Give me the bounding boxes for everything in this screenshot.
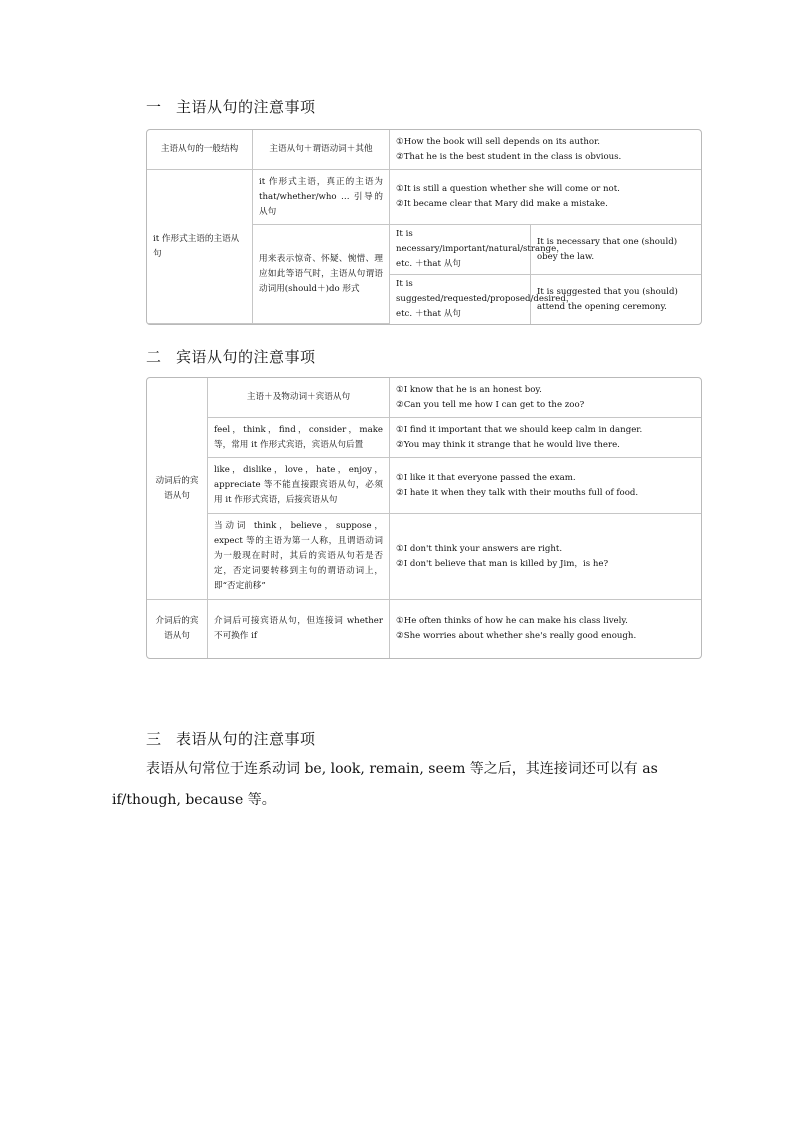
examples-cell (390, 600, 701, 658)
description-cell: like，dislike，love，hate，enjoy，appreciate 等不能直接跟宾语从句，必须用 it 作形式宾语，后接宾语从句 (208, 458, 390, 514)
description-cell: 介词后可接宾语从句，但连接词 whether 不可换作 if (208, 600, 390, 658)
section-number: 二 (146, 348, 162, 366)
example: ①How the book will sell depends on its author. (396, 136, 600, 147)
section-heading-subject-clause (146, 96, 316, 117)
paragraph-text: 表语从句常位于连系动词 be, look, remain, seem 等之后，其连接词还可以有 as if/though, because 等。 (112, 761, 658, 808)
example: ①I find it important that we should keep calm in danger. (396, 424, 643, 435)
table-row (147, 418, 701, 458)
section-heading-predicative-clause (146, 728, 316, 749)
table-row (147, 378, 701, 418)
examples-cell (390, 418, 701, 458)
row-label: 介词后的宾语从句 (147, 600, 208, 658)
description-cell: 当动词 think，believe，suppose，expect 等的主语为第一人称，且谓语动词为一般现在时时，其后的宾语从句若是否定，否定词要转移到主句的谓语动词上，即“否定前移” (208, 514, 390, 600)
example-cell: It is suggested that you (should) attend the opening ceremony. (537, 286, 678, 312)
object-clause-table (146, 377, 702, 659)
section-heading-object-clause (146, 346, 316, 367)
pattern-cell: It is necessary/important/natural/strange，etc. ＋that 从句 (390, 225, 531, 275)
row-label: 动词后的宾语从句 (147, 378, 208, 600)
example: ①I don't think your answers are right. (396, 543, 563, 554)
example: ②That he is the best student in the class is obvious. (396, 151, 622, 162)
table-row (147, 514, 701, 600)
table-row (147, 458, 701, 514)
section-number: 三 (146, 730, 162, 748)
example: ②I hate it when they talk with their mouths full of food. (396, 487, 639, 498)
example: ①I know that he is an honest boy. (396, 384, 542, 395)
examples-cell (390, 130, 701, 170)
example: ②You may think it strange that he would live there. (396, 439, 620, 450)
example: ②I don't believe that man is killed by Jim，is he? (396, 558, 609, 569)
examples-cell (390, 378, 701, 418)
example: ①He often thinks of how he can make his class lively. (396, 616, 628, 626)
row-label: 主语从句的一般结构 (147, 130, 253, 170)
structure-cell: 主语从句＋谓语动词＋其他 (253, 130, 390, 170)
table-row (147, 170, 701, 225)
table-row (147, 600, 701, 658)
examples-cell (390, 170, 701, 225)
row-label: it 作形式主语的主语从句 (147, 170, 253, 324)
example-cell: It is necessary that one (should) obey the law. (531, 225, 701, 275)
example: ②It became clear that Mary did make a mistake. (396, 199, 608, 209)
section-title: 表语从句的注意事项 (176, 730, 316, 748)
examples-cell (390, 514, 701, 600)
table-row (147, 130, 701, 170)
description-cell: it 作形式主语，真正的主语为 that/whether/who … 引导的从句 (253, 170, 390, 225)
section-title: 主语从句的注意事项 (176, 98, 316, 116)
description-cell: feel，think，find，consider，make 等，常用 it 作形式宾语，宾语从句后置 (208, 418, 390, 458)
body-paragraph (112, 754, 692, 816)
section-title: 宾语从句的注意事项 (176, 348, 316, 366)
examples-cell (390, 458, 701, 514)
example: ②Can you tell me how I can get to the zoo? (396, 399, 585, 410)
description-cell: 主语＋及物动词＋宾语从句 (208, 378, 390, 418)
example: ②She worries about whether she's really good enough. (396, 631, 637, 641)
example: ①It is still a question whether she will come or not. (396, 184, 620, 194)
section-number: 一 (146, 98, 162, 116)
subject-clause-table (146, 129, 702, 325)
pattern-cell: It is suggested/requested/proposed/desired，etc. ＋that 从句 (390, 275, 531, 324)
description-cell: 用来表示惊奇、怀疑、惋惜、理应如此等语气时，主语从句谓语动词用(should＋)do 形式 (253, 225, 390, 324)
example: ①I like it that everyone passed the exam. (396, 472, 576, 483)
